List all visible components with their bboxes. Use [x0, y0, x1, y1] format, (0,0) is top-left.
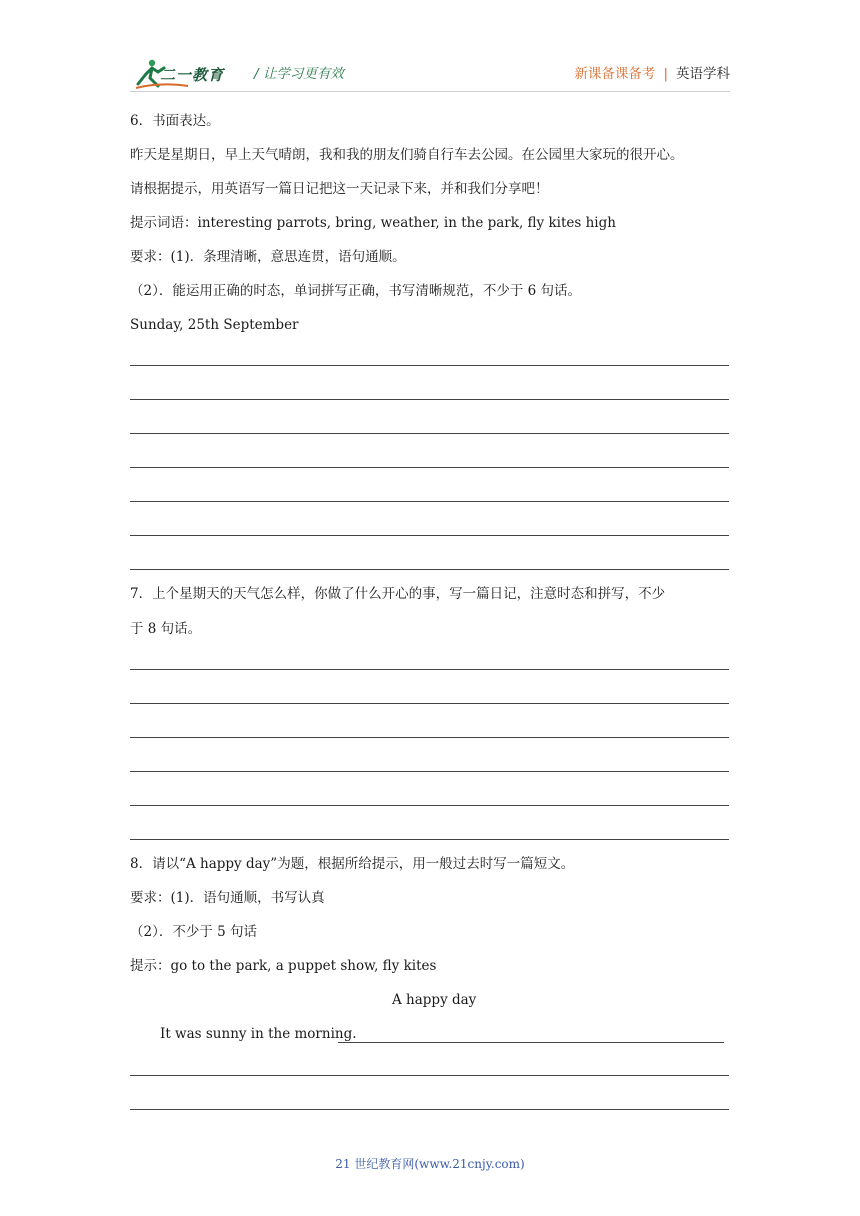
- q6-paragraph-2: 请根据提示，用英语写一篇日记把这一天记录下来，并和我们分享吧！: [130, 181, 549, 197]
- q6-answer-line[interactable]: [130, 467, 729, 468]
- q8-answer-line[interactable]: [130, 1109, 729, 1110]
- header-subject-label: 英语学科: [676, 66, 730, 82]
- q6-answer-line[interactable]: [130, 535, 729, 536]
- logo-text: 二一教育: [160, 66, 225, 84]
- q8-starter-sentence: It was sunny in the morning.: [160, 1026, 357, 1042]
- q6-answer-line[interactable]: [130, 433, 729, 434]
- q8-requirement-2: （2）．不少于 5 句话: [130, 924, 258, 940]
- q6-date: Sunday, 25th September: [130, 317, 299, 333]
- q8-title: 8．请以“A happy day”为题，根据所给提示，用一般过去时写一篇短文。: [130, 856, 575, 872]
- q6-requirement-1: 要求：(1)．条理清晰，意思连贯，语句通顺。: [130, 249, 406, 265]
- q8-answer-line[interactable]: [130, 1075, 729, 1076]
- header-course-label: 新课备课备考: [574, 66, 656, 82]
- q7-answer-line[interactable]: [130, 669, 729, 670]
- header-slogan: / 让学习更有效: [254, 66, 344, 82]
- q7-text-line-2: 于 8 句话。: [130, 621, 202, 637]
- q6-requirement-2: （2）．能运用正确的时态，单词拼写正确，书写清晰规范，不少于 6 句话。: [130, 283, 582, 299]
- q8-requirement-1: 要求：(1)．语句通顺，书写认真: [130, 890, 325, 906]
- q7-text-line-1: 7．上个星期天的天气怎么样，你做了什么开心的事，写一篇日记，注意时态和拼写，不少: [130, 586, 666, 602]
- q6-title: 6．书面表达。: [130, 113, 220, 129]
- q6-answer-line[interactable]: [130, 399, 729, 400]
- q6-answer-line[interactable]: [130, 569, 729, 570]
- header-subject: [574, 62, 730, 82]
- q8-essay-title: A happy day: [392, 992, 477, 1008]
- q7-answer-line[interactable]: [130, 839, 729, 840]
- q6-hint: 提示词语：interesting parrots, bring, weather, in the park, fly kites high: [130, 215, 616, 231]
- header-separator: |: [663, 66, 668, 82]
- q6-answer-line[interactable]: [130, 365, 729, 366]
- q8-hint: 提示：go to the park, a puppet show, fly kites: [130, 958, 437, 974]
- q7-answer-line[interactable]: [130, 703, 729, 704]
- q7-answer-line[interactable]: [130, 805, 729, 806]
- q6-answer-line[interactable]: [130, 501, 729, 502]
- header-divider: [130, 91, 730, 92]
- page-footer: 21 世纪教育网(www.21cnjy.com): [335, 1157, 525, 1171]
- q7-answer-line[interactable]: [130, 737, 729, 738]
- page-header: [130, 54, 730, 94]
- q7-answer-line[interactable]: [130, 771, 729, 772]
- q6-paragraph-1: 昨天是星期日，早上天气晴朗，我和我的朋友们骑自行车去公园。在公园里大家玩的很开心。: [130, 147, 684, 163]
- q8-answer-line[interactable]: [338, 1042, 724, 1043]
